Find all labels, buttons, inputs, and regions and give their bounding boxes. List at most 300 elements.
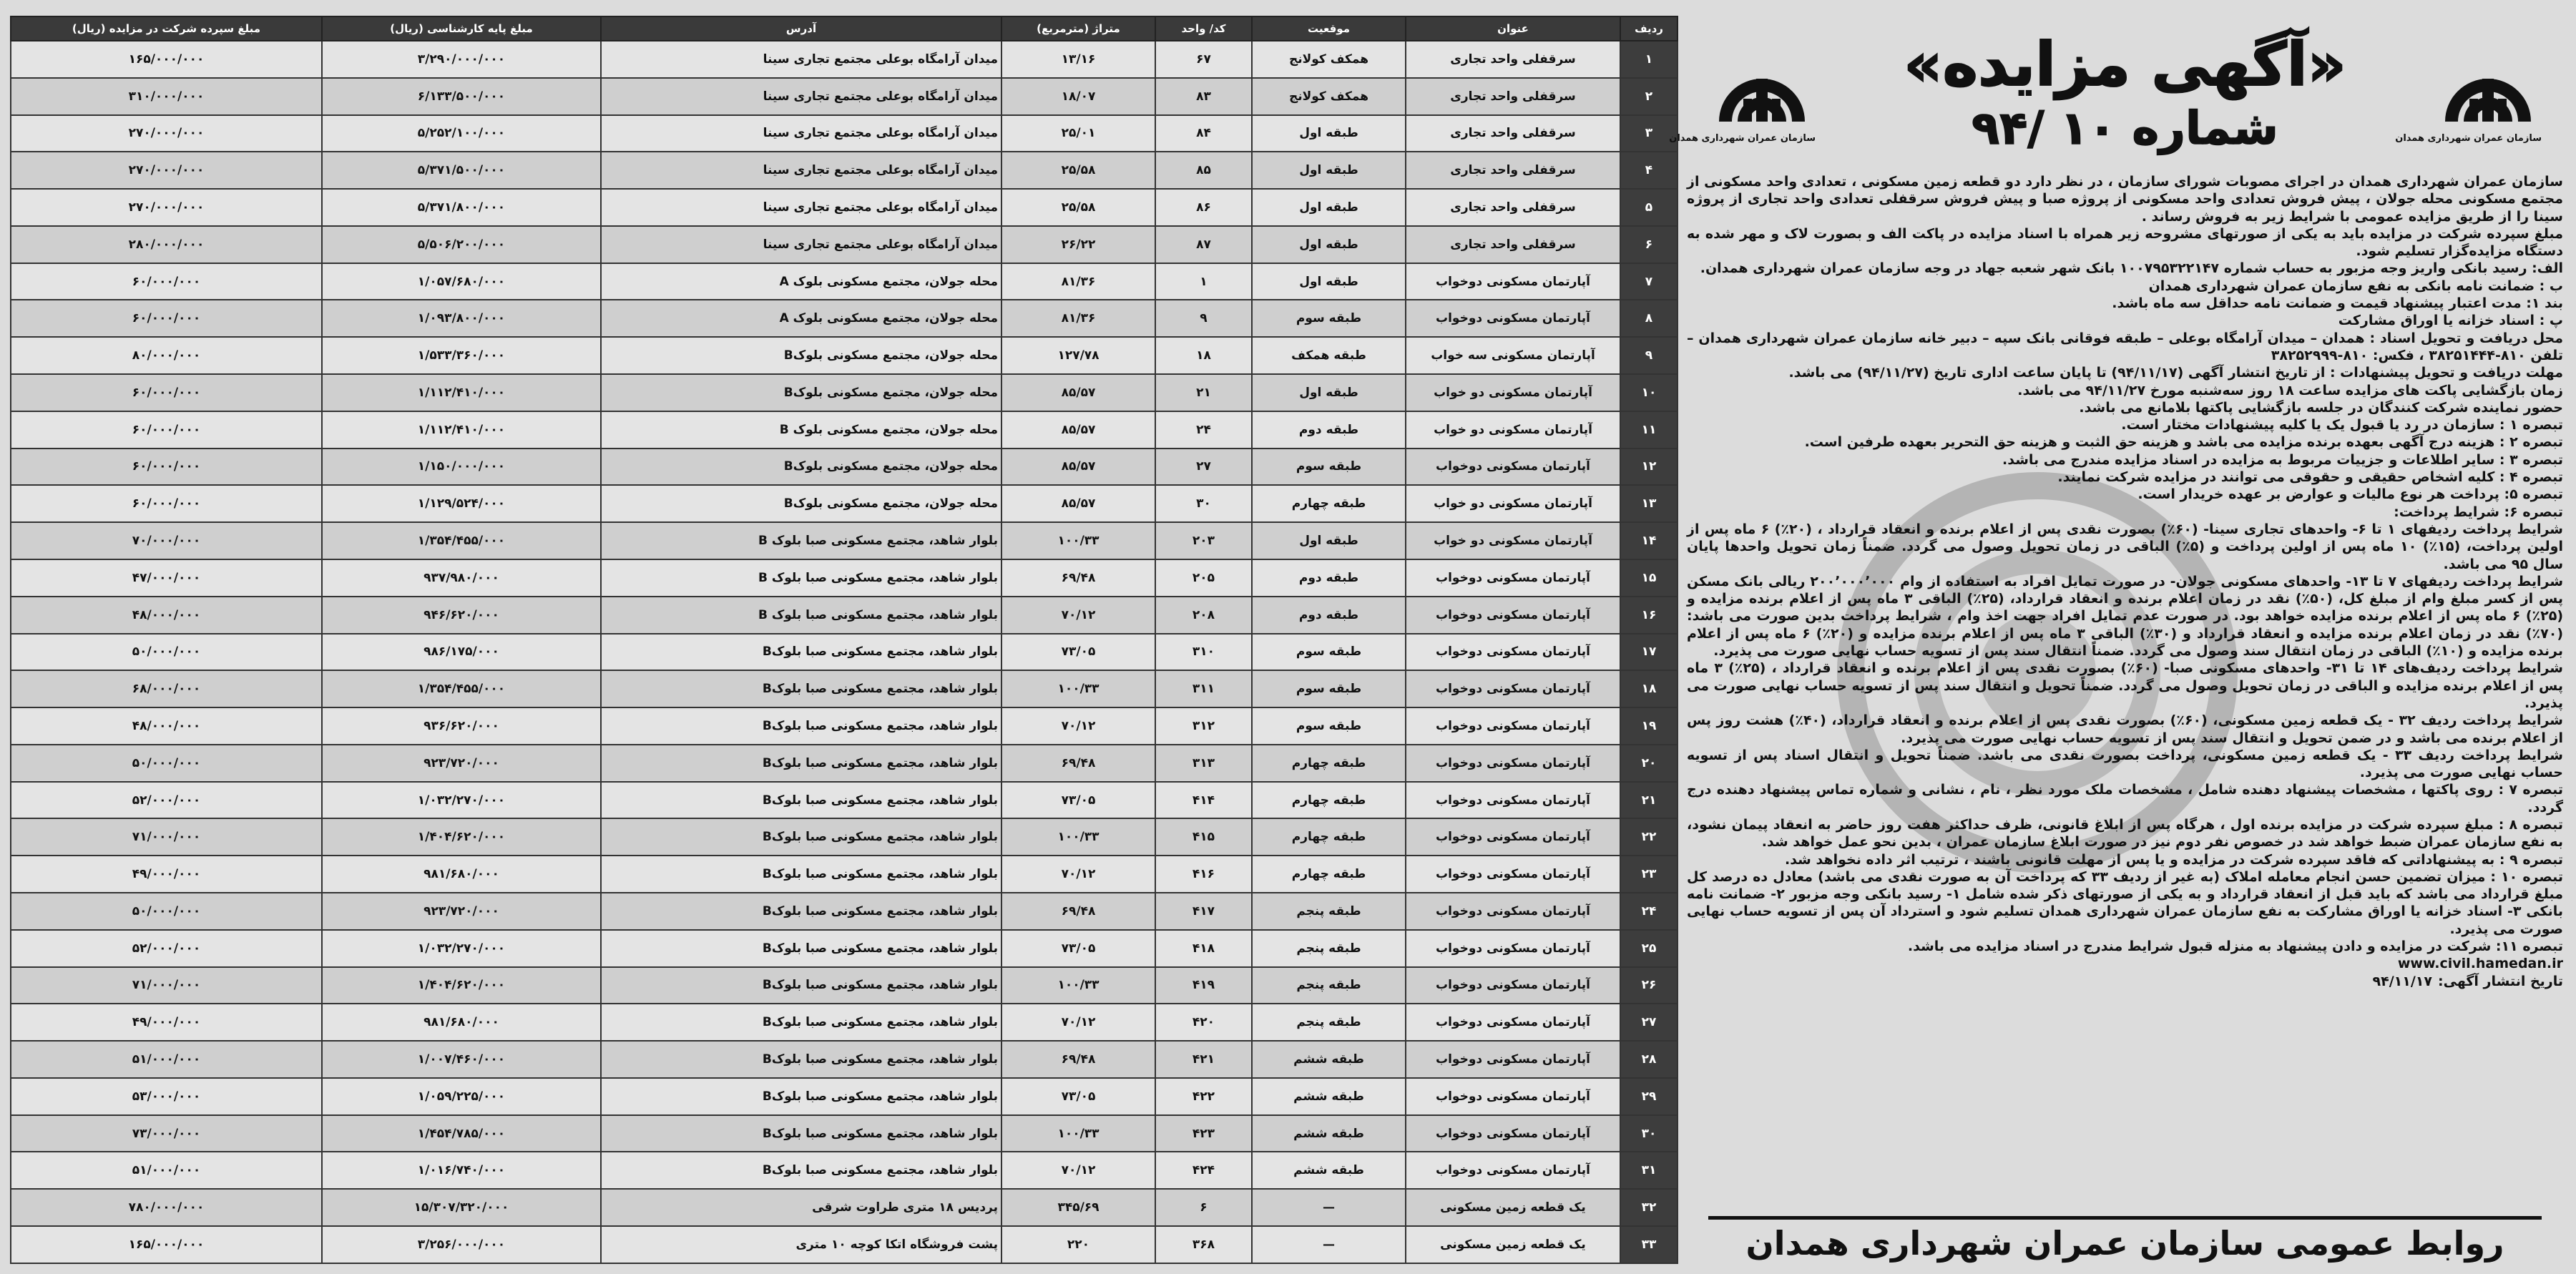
item-title-cell: یک قطعه زمین مسکونی: [1406, 1189, 1620, 1226]
item-address-cell: محله جولان، مجتمع مسکونی بلوک B: [601, 411, 1001, 449]
column-header: مبلغ سپرده شرکت در مزایده (ریال): [11, 16, 322, 41]
item-title-cell: آپارتمان مسکونی دوخواب: [1406, 707, 1620, 745]
item-floor-cell: طبقه همکف: [1252, 337, 1406, 374]
item-floor-cell: همکف کولانج: [1252, 41, 1406, 78]
item-area-cell: ۷۰/۱۲: [1001, 597, 1155, 634]
publish-date-label: تاریخ انتشار آگهی:: [2438, 973, 2563, 989]
item-code-cell: ۳۱۳: [1155, 745, 1252, 782]
item-title-cell: سرقفلی واحد تجاری: [1406, 41, 1620, 78]
notice-paragraph: تبصره ۴ : کلیه اشخاص حقیقی و حقوقی می توانند در مزایده شرکت نمایند.: [2057, 469, 2563, 486]
row-number-cell: ۱۰: [1620, 374, 1678, 411]
row-number-cell: ۲۶: [1620, 967, 1678, 1004]
deposit-amount-cell: ۶۰/۰۰۰/۰۰۰: [11, 374, 322, 411]
item-address-cell: میدان آرامگاه بوعلی مجتمع تجاری سینا: [601, 226, 1001, 263]
deposit-amount-cell: ۷۱/۰۰۰/۰۰۰: [11, 818, 322, 856]
base-price-cell: ۱/۰۳۲/۲۷۰/۰۰۰: [322, 782, 601, 819]
item-title-cell: آپارتمان مسکونی دوخواب: [1406, 1152, 1620, 1189]
item-area-cell: ۲۵/۵۸: [1001, 189, 1155, 226]
item-floor-cell: طبقه سوم: [1252, 670, 1406, 707]
deposit-amount-cell: ۴۹/۰۰۰/۰۰۰: [11, 856, 322, 893]
item-area-cell: ۶۹/۴۸: [1001, 745, 1155, 782]
item-code-cell: ۳۱۰: [1155, 634, 1252, 671]
item-floor-cell: طبقه چهارم: [1252, 745, 1406, 782]
item-title-cell: آپارتمان مسکونی دوخواب: [1406, 1041, 1620, 1078]
table-row: [11, 1078, 1678, 1115]
item-floor-cell: طبقه اول: [1252, 374, 1406, 411]
base-price-cell: ۱/۰۵۷/۶۸۰/۰۰۰: [322, 263, 601, 300]
item-area-cell: ۲۵/۵۸: [1001, 152, 1155, 189]
row-number-cell: ۲۲: [1620, 818, 1678, 856]
deposit-amount-cell: ۷۳/۰۰۰/۰۰۰: [11, 1115, 322, 1152]
table-header-row: [11, 16, 1678, 41]
deposit-amount-cell: ۳۱۰/۰۰۰/۰۰۰: [11, 78, 322, 115]
deposit-amount-cell: ۱۶۵/۰۰۰/۰۰۰: [11, 41, 322, 78]
table-row: [11, 1041, 1678, 1078]
item-area-cell: ۷۳/۰۵: [1001, 634, 1155, 671]
table-row: [11, 670, 1678, 707]
item-title-cell: آپارتمان مسکونی دوخواب: [1406, 300, 1620, 337]
item-code-cell: ۲۴: [1155, 411, 1252, 449]
table-row: [11, 1152, 1678, 1189]
table-row: [11, 78, 1678, 115]
item-area-cell: ۱۰۰/۳۳: [1001, 818, 1155, 856]
logo-right: [2395, 43, 2542, 150]
notice-paragraph: تبصره ۳ : سایر اطلاعات و جزییات مربوط به مزایده در اسناد مزایده مندرج می باشد.: [2002, 451, 2563, 468]
notice-paragraph: تبصره ۱۱: شرکت در مزایده و دادن پیشنهاد به منزله قبول شرایط مندرج در اسناد مزایده می باشد.: [1907, 939, 2563, 955]
item-floor-cell: طبقه دوم: [1252, 597, 1406, 634]
base-price-cell: ۵/۲۵۲/۱۰۰/۰۰۰: [322, 115, 601, 152]
item-area-cell: ۷۳/۰۵: [1001, 782, 1155, 819]
item-title-cell: آپارتمان مسکونی دوخواب: [1406, 670, 1620, 707]
item-code-cell: ۸۳: [1155, 78, 1252, 115]
item-floor-cell: —: [1252, 1189, 1406, 1226]
notice-paragraph: تبصره ۶: شرایط پرداخت:: [2394, 504, 2563, 520]
item-code-cell: ۴۱۶: [1155, 856, 1252, 893]
item-code-cell: ۶: [1155, 1189, 1252, 1226]
row-number-cell: ۲۵: [1620, 930, 1678, 967]
item-area-cell: ۶۹/۴۸: [1001, 1041, 1155, 1078]
item-title-cell: سرقفلی واحد تجاری: [1406, 115, 1620, 152]
notice-paragraph: تبصره ۷ : روی پاکتها ، مشخصات پیشنهاد دهنده شامل ، مشخصات ملک مورد نظر ، نام ، نشانی و شماره تماس پیشنهاد دهنده درج گردد.: [1687, 782, 2563, 815]
notice-paragraph: مهلت دریافت و تحویل پیشنهادات : از تاریخ انتشار آگهی (۹۴/۱۱/۱۷) تا پایان ساعت اداری تاریخ (۹۴/۱۱/۲۷) می باشد.: [1788, 365, 2563, 381]
notice-body: [1687, 173, 2563, 1225]
item-floor-cell: همکف کولانج: [1252, 78, 1406, 115]
notice-paragraph: شرایط پرداخت ردیف‌های ۱۴ تا ۳۱- واحدهای مسکونی صبا- (۶۰٪) بصورت نقدی پس از اعلام برنده و انعقاد قرارداد ، (۲۵٪) ۳ ماه پس از اعلام برنده مزایده و الباقی در زمان تحویل وصول می گردد. ضمناً تحویل و انتقال سند پس از تسویه حساب نهایی صورت می پذیرد.: [1687, 660, 2563, 711]
table-row: [11, 374, 1678, 411]
base-price-cell: ۱/۴۰۴/۶۲۰/۰۰۰: [322, 967, 601, 1004]
row-number-cell: ۱۷: [1620, 634, 1678, 671]
notice-paragraph: شرایط پرداخت ردیف ۳۳ - یک قطعه زمین مسکونی، پرداخت بصورت نقدی می باشد. ضمناً تحویل و انتقال اسناد پس از تسویه حساب نهایی صورت می پذیرد.: [1687, 747, 2563, 781]
notice-paragraph: تبصره ۹ : به پیشنهاداتی که فاقد سپرده شرکت در مزایده و یا پس از مهلت قانونی باشند ، ترتیب اثر داده نخواهد شد.: [1784, 851, 2563, 868]
item-area-cell: ۶۹/۴۸: [1001, 893, 1155, 930]
item-title-cell: آپارتمان مسکونی دو خواب: [1406, 411, 1620, 449]
base-price-cell: ۹۳۶/۶۲۰/۰۰۰: [322, 707, 601, 745]
table-body: [11, 41, 1678, 1263]
notice-paragraph: بند ۱: مدت اعتبار پیشنهاد قیمت و ضمانت نامه حداقل سه ماه باشد.: [2112, 295, 2563, 312]
notice-paragraph: شرایط پرداخت ردیفهای ۱ تا ۶- واحدهای تجاری سینا- (۶۰٪) بصورت نقدی پس از اعلام برنده و انعقاد قرارداد ، (۲۰٪) ۶ ماه پس از اولین پرداخت، (۱۵٪) ۱۰ ماه پس از اولین پرداخت و (۵٪) الباقی در زمان تحویل وصول می گردد. ضمناً زمان تحویل واحدها پایان سال ۹۵ می باشد.: [1687, 521, 2563, 572]
column-header: ردیف: [1620, 16, 1678, 41]
base-price-cell: ۱/۰۵۹/۲۲۵/۰۰۰: [322, 1078, 601, 1115]
item-address-cell: بلوار شاهد، مجتمع مسکونی صبا بلوکB: [601, 670, 1001, 707]
item-code-cell: ۱: [1155, 263, 1252, 300]
notice-paragraph: سازمان عمران شهرداری همدان در اجرای مصوبات شورای سازمان ، در نظر دارد دو قطعه زمین مسکونی ، تعدادی واحد مسکونی از مجتمع مسکونی محله جولان ، پیش فروش تعدادی واحد مسکونی از پروژه صبا و پیش فروش سرقفلی تعدادی واحد تجاری از پروژه سینا را از طریق مزایده عمومی با شرایط زیر به فروش رساند .: [1687, 174, 2563, 225]
table-row: [11, 152, 1678, 189]
website-link[interactable]: www.civil.hamedan.ir: [2397, 956, 2563, 972]
item-floor-cell: طبقه اول: [1252, 226, 1406, 263]
item-code-cell: ۲۷: [1155, 449, 1252, 486]
item-code-cell: ۴۲۰: [1155, 1004, 1252, 1041]
row-number-cell: ۱۴: [1620, 522, 1678, 559]
organization-logo-icon: [2438, 43, 2538, 127]
table-row: [11, 485, 1678, 522]
item-code-cell: ۲۱: [1155, 374, 1252, 411]
deposit-amount-cell: ۵۱/۰۰۰/۰۰۰: [11, 1041, 322, 1078]
item-floor-cell: طبقه سوم: [1252, 300, 1406, 337]
item-address-cell: بلوار شاهد، مجتمع مسکونی صبا بلوکB: [601, 1004, 1001, 1041]
item-area-cell: ۸۵/۵۷: [1001, 374, 1155, 411]
table-row: [11, 226, 1678, 263]
deposit-amount-cell: ۴۹/۰۰۰/۰۰۰: [11, 1004, 322, 1041]
base-price-cell: ۱/۱۱۲/۴۱۰/۰۰۰: [322, 374, 601, 411]
base-price-cell: ۹۸۶/۱۷۵/۰۰۰: [322, 634, 601, 671]
base-price-cell: ۵/۳۷۱/۸۰۰/۰۰۰: [322, 189, 601, 226]
publish-date-value: ۹۴/۱۱/۱۷: [2372, 973, 2432, 989]
deposit-amount-cell: ۲۷۰/۰۰۰/۰۰۰: [11, 115, 322, 152]
column-header: عنوان: [1406, 16, 1620, 41]
row-number-cell: ۶: [1620, 226, 1678, 263]
table-row: [11, 707, 1678, 745]
item-area-cell: ۷۰/۱۲: [1001, 856, 1155, 893]
item-floor-cell: طبقه چهارم: [1252, 485, 1406, 522]
notice-paragraph: پ : اسناد خزانه یا اوراق مشارکت: [2338, 313, 2563, 329]
base-price-cell: ۱/۴۰۴/۶۲۰/۰۰۰: [322, 818, 601, 856]
item-area-cell: ۱۸/۰۷: [1001, 78, 1155, 115]
row-number-cell: ۱۲: [1620, 449, 1678, 486]
item-floor-cell: طبقه اول: [1252, 189, 1406, 226]
notice-paragraph: تبصره ۱۰ : میزان تضمین حسن انجام معامله املاک (به غیر از ردیف ۳۳ که پرداخت آن به صورت نقدی می باشد) معادل ده درصد کل مبلغ قرارداد می باشد که باید قبل از انعقاد قرارداد و به یکی از صورتهای ذکر شده شامل ۱- رسید بانکی وجه مزبور ۲- ضمانت نامه بانکی ۳- اسناد خزانه یا اوراق مشارکت به نفع سازمان عمران شهرداری همدان تسلیم شود و استرداد آن پس از تسویه حساب نهایی صورت می پذیرد.: [1687, 868, 2563, 937]
item-code-cell: ۸۶: [1155, 189, 1252, 226]
table-row: [11, 856, 1678, 893]
deposit-amount-cell: ۲۷۰/۰۰۰/۰۰۰: [11, 152, 322, 189]
deposit-amount-cell: ۷۸۰/۰۰۰/۰۰۰: [11, 1189, 322, 1226]
deposit-amount-cell: ۵۰/۰۰۰/۰۰۰: [11, 634, 322, 671]
item-address-cell: بلوار شاهد، مجتمع مسکونی صبا بلوکB: [601, 707, 1001, 745]
item-code-cell: ۴۲۴: [1155, 1152, 1252, 1189]
table-row: [11, 893, 1678, 930]
item-code-cell: ۲۰۸: [1155, 597, 1252, 634]
notice-paragraph: تبصره ۲ : هزینه درج آگهی بعهده برنده مزایده می باشد و هزینه حق الثبت و هزینه حق التحریر بعهده طرفین است.: [1804, 434, 2563, 451]
row-number-cell: ۳۰: [1620, 1115, 1678, 1152]
deposit-amount-cell: ۱۶۵/۰۰۰/۰۰۰: [11, 1226, 322, 1263]
item-floor-cell: طبقه ششم: [1252, 1152, 1406, 1189]
item-code-cell: ۳۱۲: [1155, 707, 1252, 745]
base-price-cell: ۵/۵۰۶/۲۰۰/۰۰۰: [322, 226, 601, 263]
item-address-cell: بلوار شاهد، مجتمع مسکونی صبا بلوک B: [601, 597, 1001, 634]
item-area-cell: ۷۳/۰۵: [1001, 930, 1155, 967]
item-address-cell: محله جولان، مجتمع مسکونی بلوک A: [601, 263, 1001, 300]
row-number-cell: ۱۱: [1620, 411, 1678, 449]
deposit-amount-cell: ۴۷/۰۰۰/۰۰۰: [11, 559, 322, 597]
table-row: [11, 300, 1678, 337]
column-header: آدرس: [601, 16, 1001, 41]
item-title-cell: سرقفلی واحد تجاری: [1406, 78, 1620, 115]
row-number-cell: ۲: [1620, 78, 1678, 115]
item-area-cell: ۸۱/۳۶: [1001, 300, 1155, 337]
item-address-cell: بلوار شاهد، مجتمع مسکونی صبا بلوکB: [601, 818, 1001, 856]
row-number-cell: ۸: [1620, 300, 1678, 337]
table-row: [11, 1226, 1678, 1263]
deposit-amount-cell: ۲۸۰/۰۰۰/۰۰۰: [11, 226, 322, 263]
deposit-amount-cell: ۴۸/۰۰۰/۰۰۰: [11, 597, 322, 634]
item-area-cell: ۱۲۷/۷۸: [1001, 337, 1155, 374]
table-row: [11, 967, 1678, 1004]
base-price-cell: ۱/۰۱۶/۷۴۰/۰۰۰: [322, 1152, 601, 1189]
deposit-amount-cell: ۶۰/۰۰۰/۰۰۰: [11, 485, 322, 522]
row-number-cell: ۱: [1620, 41, 1678, 78]
base-price-cell: ۳/۲۵۶/۰۰۰/۰۰۰: [322, 1226, 601, 1263]
column-header: مبلغ پایه کارشناسی (ریال): [322, 16, 601, 41]
logo-left: [1669, 43, 1816, 150]
item-area-cell: ۷۳/۰۵: [1001, 1078, 1155, 1115]
row-number-cell: ۳۲: [1620, 1189, 1678, 1226]
item-floor-cell: طبقه چهارم: [1252, 818, 1406, 856]
item-code-cell: ۸۷: [1155, 226, 1252, 263]
deposit-amount-cell: ۸۰/۰۰۰/۰۰۰: [11, 337, 322, 374]
table-row: [11, 1004, 1678, 1041]
table-row: [11, 337, 1678, 374]
item-address-cell: محله جولان، مجتمع مسکونی بلوکB: [601, 485, 1001, 522]
item-code-cell: ۳۶۸: [1155, 1226, 1252, 1263]
item-address-cell: بلوار شاهد، مجتمع مسکونی صبا بلوکB: [601, 1041, 1001, 1078]
deposit-amount-cell: ۵۱/۰۰۰/۰۰۰: [11, 1152, 322, 1189]
title-block: [1844, 29, 2406, 157]
table-row: [11, 1115, 1678, 1152]
item-area-cell: ۲۵/۰۱: [1001, 115, 1155, 152]
row-number-cell: ۱۸: [1620, 670, 1678, 707]
item-address-cell: میدان آرامگاه بوعلی مجتمع تجاری سینا: [601, 41, 1001, 78]
table-row: [11, 1189, 1678, 1226]
base-price-cell: ۶/۱۳۳/۵۰۰/۰۰۰: [322, 78, 601, 115]
base-price-cell: ۳/۲۹۰/۰۰۰/۰۰۰: [322, 41, 601, 78]
item-area-cell: ۸۱/۳۶: [1001, 263, 1155, 300]
item-code-cell: ۴۱۵: [1155, 818, 1252, 856]
notice-paragraph: ب : ضمانت نامه بانکی به نفع سازمان عمران شهرداری همدان: [2148, 278, 2563, 294]
item-floor-cell: طبقه پنجم: [1252, 893, 1406, 930]
item-address-cell: بلوار شاهد، مجتمع مسکونی صبا بلوک B: [601, 522, 1001, 559]
item-area-cell: ۷۰/۱۲: [1001, 1152, 1155, 1189]
item-floor-cell: طبقه چهارم: [1252, 856, 1406, 893]
item-title-cell: آپارتمان مسکونی دوخواب: [1406, 893, 1620, 930]
item-address-cell: بلوار شاهد، مجتمع مسکونی صبا بلوکB: [601, 893, 1001, 930]
row-number-cell: ۲۸: [1620, 1041, 1678, 1078]
row-number-cell: ۹: [1620, 337, 1678, 374]
organization-logo-icon: [1712, 43, 1812, 127]
item-code-cell: ۲۰۳: [1155, 522, 1252, 559]
item-title-cell: آپارتمان مسکونی دوخواب: [1406, 449, 1620, 486]
base-price-cell: ۹۸۱/۶۸۰/۰۰۰: [322, 856, 601, 893]
item-address-cell: بلوار شاهد، مجتمع مسکونی صبا بلوکB: [601, 1152, 1001, 1189]
base-price-cell: ۹۴۶/۶۲۰/۰۰۰: [322, 597, 601, 634]
item-address-cell: میدان آرامگاه بوعلی مجتمع تجاری سینا: [601, 115, 1001, 152]
row-number-cell: ۳: [1620, 115, 1678, 152]
notice-paragraph: زمان بازگشایی پاکت های مزایده ساعت ۱۸ روز سه‌شنبه مورخ ۹۴/۱۱/۲۷ می باشد.: [2017, 382, 2563, 398]
item-floor-cell: طبقه دوم: [1252, 411, 1406, 449]
base-price-cell: ۹۲۳/۷۲۰/۰۰۰: [322, 745, 601, 782]
table-row: [11, 597, 1678, 634]
item-address-cell: میدان آرامگاه بوعلی مجتمع تجاری سینا: [601, 78, 1001, 115]
base-price-cell: ۱/۰۰۷/۴۶۰/۰۰۰: [322, 1041, 601, 1078]
row-number-cell: ۳۳: [1620, 1226, 1678, 1263]
table-row: [11, 41, 1678, 78]
item-address-cell: بلوار شاهد، مجتمع مسکونی صبا بلوکB: [601, 745, 1001, 782]
item-address-cell: بلوار شاهد، مجتمع مسکونی صبا بلوک B: [601, 559, 1001, 597]
row-number-cell: ۱۵: [1620, 559, 1678, 597]
table-row: [11, 818, 1678, 856]
deposit-amount-cell: ۷۱/۰۰۰/۰۰۰: [11, 967, 322, 1004]
row-number-cell: ۱۳: [1620, 485, 1678, 522]
item-area-cell: ۸۵/۵۷: [1001, 485, 1155, 522]
item-code-cell: ۴۱۴: [1155, 782, 1252, 819]
table-row: [11, 411, 1678, 449]
item-floor-cell: طبقه سوم: [1252, 449, 1406, 486]
item-area-cell: ۷۰/۱۲: [1001, 1004, 1155, 1041]
row-number-cell: ۲۹: [1620, 1078, 1678, 1115]
item-title-cell: آپارتمان مسکونی دوخواب: [1406, 782, 1620, 819]
notice-panel: [1669, 14, 2570, 1270]
item-floor-cell: طبقه پنجم: [1252, 1004, 1406, 1041]
auction-table-wrapper: [10, 16, 1677, 1264]
item-title-cell: آپارتمان مسکونی دو خواب: [1406, 374, 1620, 411]
item-code-cell: ۸۴: [1155, 115, 1252, 152]
item-code-cell: ۴۲۳: [1155, 1115, 1252, 1152]
base-price-cell: ۱/۱۱۲/۴۱۰/۰۰۰: [322, 411, 601, 449]
row-number-cell: ۵: [1620, 189, 1678, 226]
item-title-cell: آپارتمان مسکونی دوخواب: [1406, 1078, 1620, 1115]
item-floor-cell: —: [1252, 1226, 1406, 1263]
deposit-amount-cell: ۶۰/۰۰۰/۰۰۰: [11, 449, 322, 486]
row-number-cell: ۴: [1620, 152, 1678, 189]
base-price-cell: ۵/۳۷۱/۵۰۰/۰۰۰: [322, 152, 601, 189]
item-code-cell: ۳۰: [1155, 485, 1252, 522]
base-price-cell: ۱/۰۹۳/۸۰۰/۰۰۰: [322, 300, 601, 337]
item-code-cell: ۹: [1155, 300, 1252, 337]
row-number-cell: ۲۰: [1620, 745, 1678, 782]
table-row: [11, 522, 1678, 559]
item-floor-cell: طبقه ششم: [1252, 1115, 1406, 1152]
item-code-cell: ۳۱۱: [1155, 670, 1252, 707]
deposit-amount-cell: ۴۸/۰۰۰/۰۰۰: [11, 707, 322, 745]
item-area-cell: ۱۳/۱۶: [1001, 41, 1155, 78]
item-title-cell: آپارتمان مسکونی دوخواب: [1406, 559, 1620, 597]
base-price-cell: ۱/۳۵۴/۴۵۵/۰۰۰: [322, 522, 601, 559]
table-row: [11, 782, 1678, 819]
column-header: موقعیت: [1252, 16, 1406, 41]
notice-paragraph: شرایط پرداخت ردیفهای ۷ تا ۱۳- واحدهای مسکونی جولان- در صورت تمایل افراد به استفاده از وام ۲۰۰٬۰۰۰٬۰۰۰ ریالی بانک مسکن پس از کسر مبلغ وام از مبلغ کل، (۵۰٪) نقد در زمان اعلام برنده و انعقاد قرارداد، (۲۵٪) الباقی ۳ ماه پس از اعلام برنده مزایده و (۲۵٪) ۶ ماه پس از اعلام برنده مزایده خواهد بود. در صورت عدم تمایل افراد جهت اخذ وام ، شرایط پرداخت بدین صورت می باشد: (۷۰٪) نقد در زمان اعلام برنده مزایده و انعقاد قرارداد و (۳۰٪) الباقی ۳ ماه پس از اعلام برنده مزایده و (۲۰٪) ۶ ماه پس از اعلام برنده مزایده و (۱۰٪) الباقی در زمان انتقال سند وصول می گردد. ضمناً انتقال سند پس از تسویه حساب نهایی صورت می پذیرد.: [1687, 573, 2564, 660]
item-title-cell: آپارتمان مسکونی دوخواب: [1406, 967, 1620, 1004]
item-address-cell: محله جولان، مجتمع مسکونی بلوکB: [601, 337, 1001, 374]
item-floor-cell: طبقه اول: [1252, 263, 1406, 300]
item-address-cell: بلوار شاهد، مجتمع مسکونی صبا بلوکB: [601, 1078, 1001, 1115]
deposit-amount-cell: ۵۰/۰۰۰/۰۰۰: [11, 745, 322, 782]
item-area-cell: ۱۰۰/۳۳: [1001, 1115, 1155, 1152]
deposit-amount-cell: ۵۰/۰۰۰/۰۰۰: [11, 893, 322, 930]
item-address-cell: بلوار شاهد، مجتمع مسکونی صبا بلوکB: [601, 782, 1001, 819]
row-number-cell: ۲۳: [1620, 856, 1678, 893]
item-title-cell: آپارتمان مسکونی دوخواب: [1406, 597, 1620, 634]
item-title-cell: آپارتمان مسکونی دوخواب: [1406, 745, 1620, 782]
notice-title: «آگهی مزایده»: [1904, 29, 2346, 99]
item-address-cell: محله جولان، مجتمع مسکونی بلوک A: [601, 300, 1001, 337]
item-area-cell: ۱۰۰/۳۳: [1001, 967, 1155, 1004]
deposit-amount-cell: ۲۷۰/۰۰۰/۰۰۰: [11, 189, 322, 226]
item-title-cell: آپارتمان مسکونی دوخواب: [1406, 930, 1620, 967]
base-price-cell: ۱۵/۳۰۷/۳۲۰/۰۰۰: [322, 1189, 601, 1226]
auction-items-table: [10, 16, 1678, 1264]
item-address-cell: پردیس ۱۸ متری طراوت شرقی: [601, 1189, 1001, 1226]
table-row: [11, 634, 1678, 671]
item-title-cell: آپارتمان مسکونی دوخواب: [1406, 856, 1620, 893]
base-price-cell: ۱/۵۳۳/۳۶۰/۰۰۰: [322, 337, 601, 374]
deposit-amount-cell: ۵۳/۰۰۰/۰۰۰: [11, 1078, 322, 1115]
deposit-amount-cell: ۶۸/۰۰۰/۰۰۰: [11, 670, 322, 707]
item-code-cell: ۶۷: [1155, 41, 1252, 78]
item-floor-cell: طبقه اول: [1252, 522, 1406, 559]
item-area-cell: ۸۵/۵۷: [1001, 449, 1155, 486]
item-floor-cell: طبقه دوم: [1252, 559, 1406, 597]
item-floor-cell: طبقه پنجم: [1252, 967, 1406, 1004]
item-code-cell: ۲۰۵: [1155, 559, 1252, 597]
item-floor-cell: طبقه سوم: [1252, 707, 1406, 745]
notice-paragraph: شرایط پرداخت ردیف ۳۲ - یک قطعه زمین مسکونی، (۶۰٪) بصورت نقدی پس از اعلام برنده و انعقاد قرارداد، (۴۰٪) هشت روز پس از اعلام برنده می باشد و در ضمن تحویل و انتقال سند پس از تسویه حساب نهایی صورت می پذیرد.: [1687, 712, 2563, 746]
item-address-cell: بلوار شاهد، مجتمع مسکونی صبا بلوکB: [601, 856, 1001, 893]
row-number-cell: ۲۴: [1620, 893, 1678, 930]
item-floor-cell: طبقه ششم: [1252, 1041, 1406, 1078]
item-code-cell: ۴۱۷: [1155, 893, 1252, 930]
item-title-cell: سرقفلی واحد تجاری: [1406, 226, 1620, 263]
item-title-cell: سرقفلی واحد تجاری: [1406, 152, 1620, 189]
item-address-cell: میدان آرامگاه بوعلی مجتمع تجاری سینا: [601, 152, 1001, 189]
row-number-cell: ۳۱: [1620, 1152, 1678, 1189]
item-title-cell: آپارتمان مسکونی دوخواب: [1406, 1115, 1620, 1152]
item-title-cell: آپارتمان مسکونی دوخواب: [1406, 818, 1620, 856]
deposit-amount-cell: ۶۰/۰۰۰/۰۰۰: [11, 263, 322, 300]
base-price-cell: ۱/۰۳۲/۲۷۰/۰۰۰: [322, 930, 601, 967]
deposit-amount-cell: ۶۰/۰۰۰/۰۰۰: [11, 411, 322, 449]
item-code-cell: ۴۱۸: [1155, 930, 1252, 967]
column-header: متراژ (مترمربع): [1001, 16, 1155, 41]
deposit-amount-cell: ۷۰/۰۰۰/۰۰۰: [11, 522, 322, 559]
item-address-cell: محله جولان، مجتمع مسکونی بلوکB: [601, 374, 1001, 411]
item-area-cell: ۸۵/۵۷: [1001, 411, 1155, 449]
item-code-cell: ۱۸: [1155, 337, 1252, 374]
logo-caption: سازمان عمران شهرداری همدان: [2395, 133, 2542, 144]
notice-footer: [1708, 1216, 2542, 1270]
base-price-cell: ۱/۳۵۴/۴۵۵/۰۰۰: [322, 670, 601, 707]
item-title-cell: آپارتمان مسکونی دوخواب: [1406, 1004, 1620, 1041]
item-address-cell: محله جولان، مجتمع مسکونی بلوکB: [601, 449, 1001, 486]
notice-paragraph: تبصره ۸ : مبلغ سپرده شرکت در مزایده برنده اول ، هرگاه پس از ابلاغ قانونی، ظرف حداکثر هفت روز حاضر به انعقاد پیمان نشود، به نفع سازمان عمران ضبط خواهد شد در خصوص نفر دوم نیز در صورت ابلاغ سازمان عمران ، بدین نحو عمل خواهد شد.: [1687, 816, 2564, 851]
item-area-cell: ۷۰/۱۲: [1001, 707, 1155, 745]
item-address-cell: بلوار شاهد، مجتمع مسکونی صبا بلوکB: [601, 930, 1001, 967]
notice-paragraph: تبصره ۱ : سازمان در رد یا قبول یک یا کلیه پیشنهادات مختار است.: [2121, 417, 2563, 433]
table-row: [11, 263, 1678, 300]
item-floor-cell: طبقه چهارم: [1252, 782, 1406, 819]
item-title-cell: آپارتمان مسکونی دوخواب: [1406, 634, 1620, 671]
deposit-amount-cell: ۵۲/۰۰۰/۰۰۰: [11, 930, 322, 967]
base-price-cell: ۱/۴۵۴/۷۸۵/۰۰۰: [322, 1115, 601, 1152]
table-row: [11, 189, 1678, 226]
deposit-amount-cell: ۶۰/۰۰۰/۰۰۰: [11, 300, 322, 337]
